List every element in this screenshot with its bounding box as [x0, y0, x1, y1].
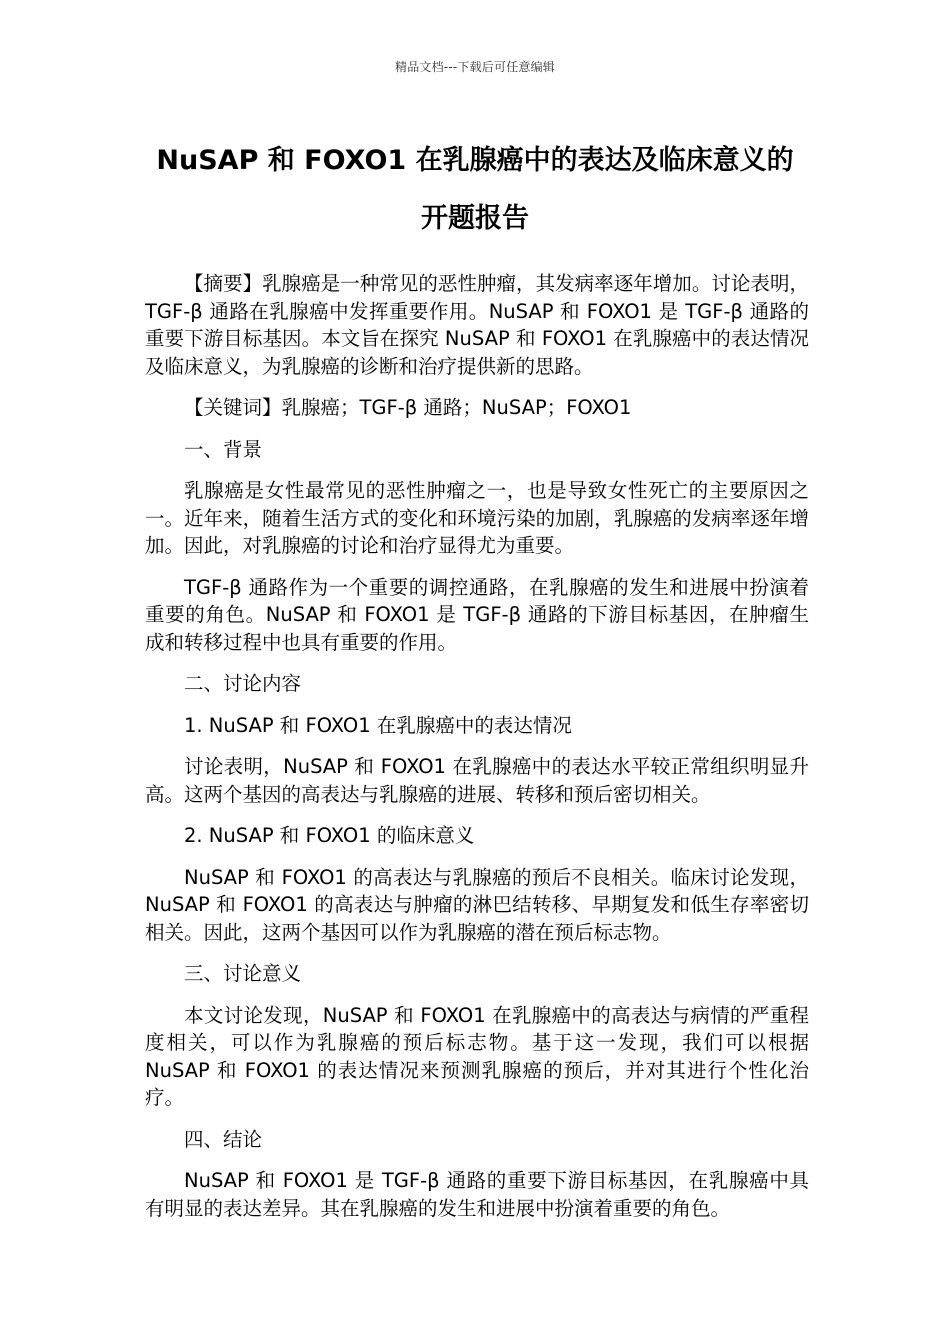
abstract-paragraph: 【摘要】乳腺癌是一种常见的恶性肿瘤，其发病率逐年增加。讨论表明，TGF-β 通路在乳腺癌中发挥重要作用。NuSAP 和 FOXO1 是 TGF-β 通路的重要下游目标基因。本文旨在探究 NuSAP 和 FOXO1 在乳腺癌中的表达情况及临床意义，为乳腺癌的诊断和治疗提供新的思路。 — [145, 272, 809, 378]
conclusion-paragraph: NuSAP 和 FOXO1 是 TGF-β 通路的重要下游目标基因，在乳腺癌中具有明显的表达差异。其在乳腺癌的发生和进展中扮演着重要的角色。 — [145, 1169, 809, 1220]
clinical-paragraph: NuSAP 和 FOXO1 的高表达与乳腺癌的预后不良相关。临床讨论发现，NuSAP 和 FOXO1 的高表达与肿瘤的淋巴结转移、早期复发和低生存率密切相关。因此，这两个基因可以作为乳腺癌的潜在预后标志物。 — [145, 865, 809, 944]
background-paragraph-2: TGF-β 通路作为一个重要的调控通路，在乳腺癌的发生和进展中扮演着重要的角色。NuSAP 和 FOXO1 是 TGF-β 通路的下游目标基因，在肿瘤生成和转移过程中也具有重要的作用。 — [145, 575, 809, 654]
section-heading-significance: 三、讨论意义 — [184, 962, 302, 985]
keywords-line: 【关键词】乳腺癌；TGF-β 通路；NuSAP；FOXO1 — [184, 396, 632, 419]
section-heading-conclusion: 四、结论 — [184, 1127, 263, 1151]
section-heading-content: 二、讨论内容 — [184, 672, 302, 695]
header-note: 精品文档---下载后可任意编辑 — [395, 60, 555, 74]
subsection-heading-expression: 1. NuSAP 和 FOXO1 在乳腺癌中的表达情况 — [184, 713, 572, 737]
section-heading-background: 一、背景 — [184, 437, 263, 461]
document-body — [145, 270, 809, 1236]
title-line-1: NuSAP 和 FOXO1 在乳腺癌中的表达及临床意义的 — [156, 145, 794, 176]
significance-paragraph: 本文讨论发现，NuSAP 和 FOXO1 在乳腺癌中的高表达与病情的严重程度相关，可以作为乳腺癌的预后标志物。基于这一发现，我们可以根据 NuSAP 和 FOXO1 的表达情况来预测乳腺癌的预后，并对其进行个性化治疗。 — [145, 1003, 809, 1109]
title-line-2: 开题报告 — [421, 203, 529, 234]
expression-paragraph: 讨论表明，NuSAP 和 FOXO1 在乳腺癌中的表达水平较正常组织明显升高。这两个基因的高表达与乳腺癌的进展、转移和预后密切相关。 — [145, 755, 809, 806]
subsection-heading-clinical: 2. NuSAP 和 FOXO1 的临床意义 — [184, 824, 475, 847]
background-paragraph-1: 乳腺癌是女性最常见的恶性肿瘤之一，也是导致女性死亡的主要原因之一。近年来，随着生活方式的变化和环境污染的加剧，乳腺癌的发病率逐年增加。因此，对乳腺癌的讨论和治疗显得尤为重要。 — [145, 479, 809, 557]
document-title — [140, 132, 810, 248]
